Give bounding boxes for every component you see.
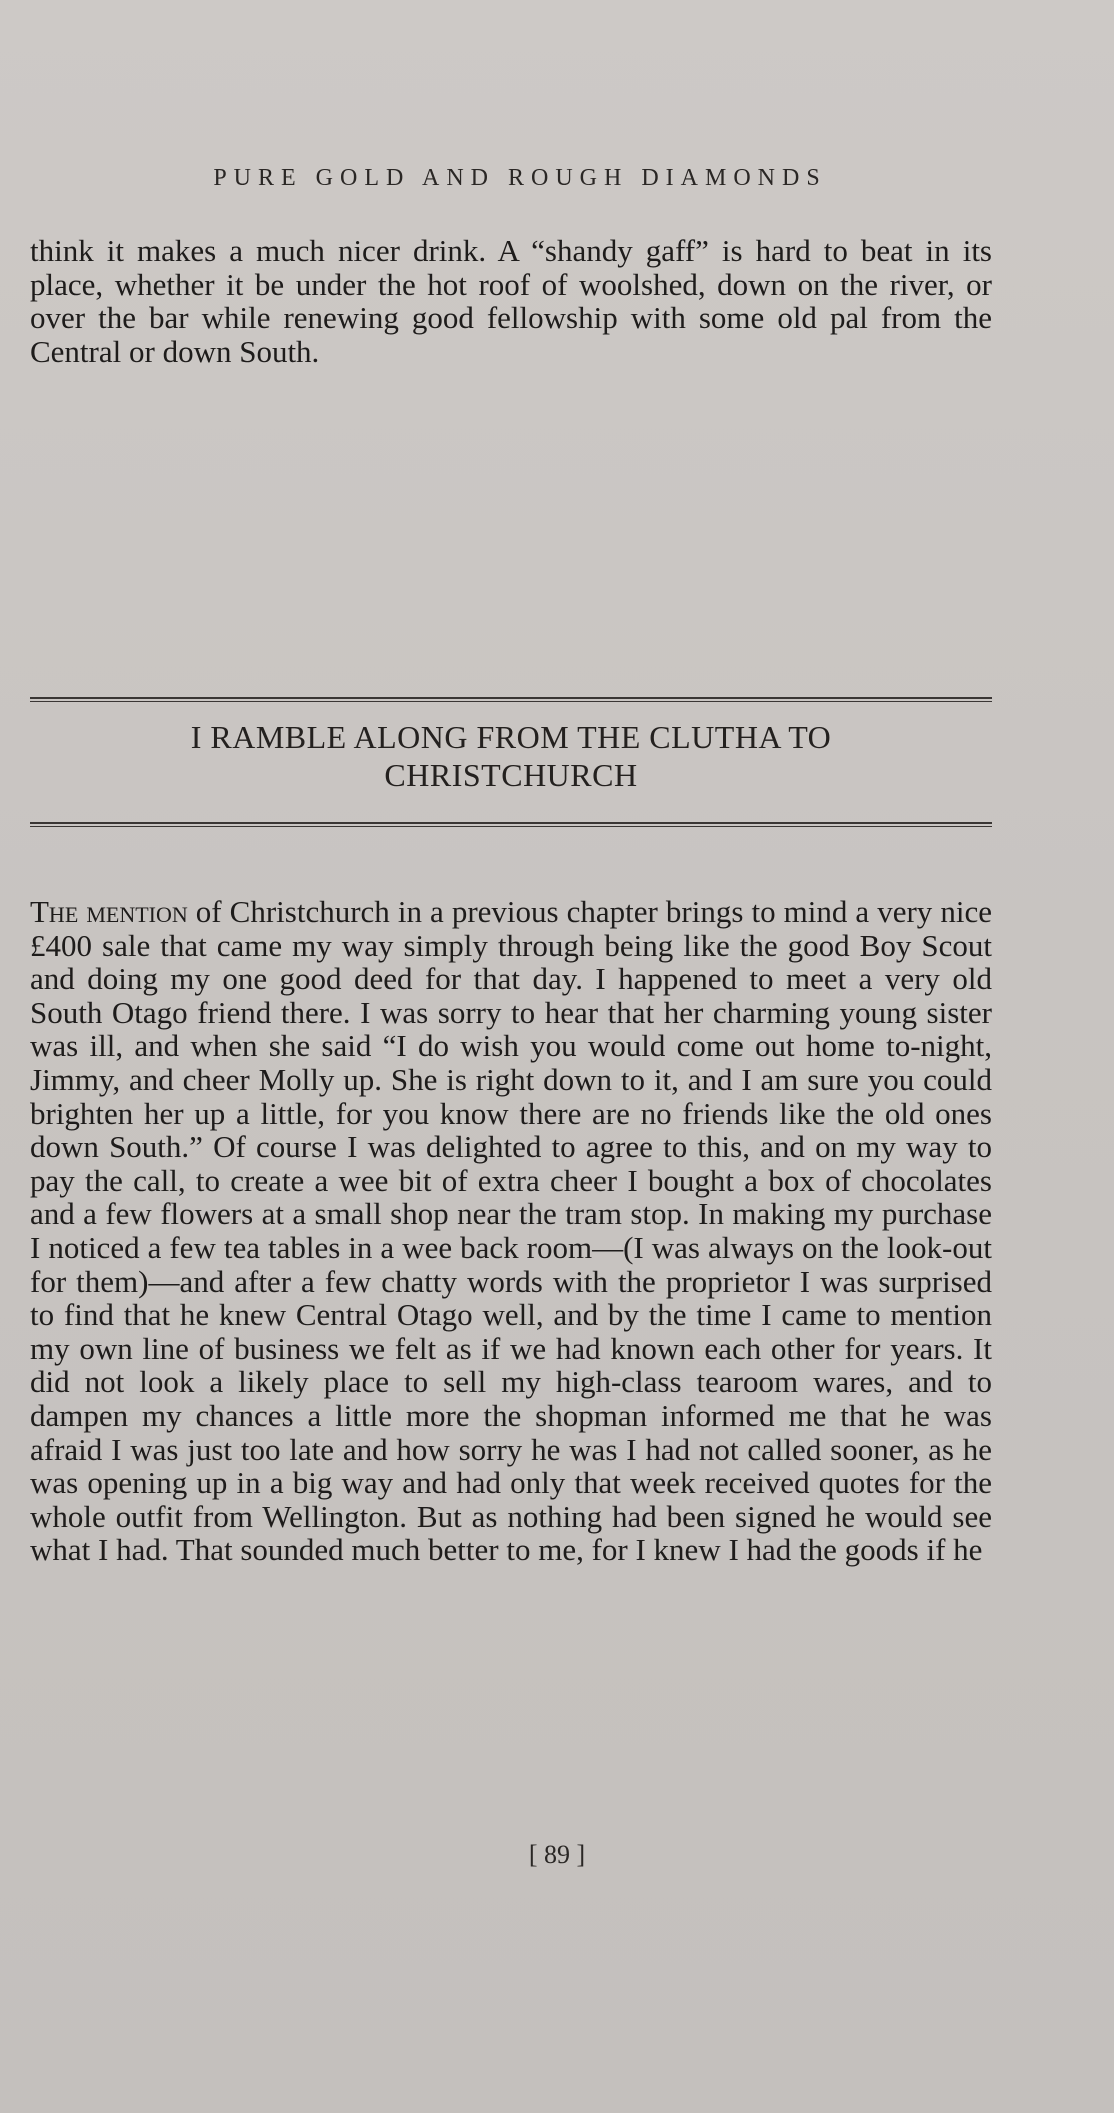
chapter-title-line-1: I RAMBLE ALONG FROM THE CLUTHA TO [190, 719, 832, 755]
chapter-title [30, 718, 992, 794]
paragraph-lead-words: The mention [30, 894, 188, 929]
top-double-rule [30, 697, 992, 702]
top-paragraph: think it makes a much nicer drink. A “shandy gaff” is hard to beat in its place, whether it be under the hot roof of woolshed, down on the river, or over the bar while renewing good fellowship with some old pal from the Central or down South. [30, 233, 992, 369]
main-paragraph [30, 895, 992, 1567]
running-head: PURE GOLD AND ROUGH DIAMONDS [213, 165, 827, 191]
page-number: [ 89 ] [528, 1840, 586, 1869]
bottom-double-rule [30, 822, 992, 827]
paragraph-body: of Christchurch in a previous chapter brings to mind a very nice £400 sale that came my way simply through being like the good Boy Scout and doing my one good deed for that day. I happened to meet a very old South Otago friend there. I was sorry to hear that her charming young sister was ill, and when she said “I do wish you would come out home to-night, Jimmy, and cheer Molly up. She is right down to it, and I am sure you could brighten her up a little, for you know there are no friends like the old ones down South.” Of course I was delighted to agree to this, and on my way to pay the call, to create a wee bit of extra cheer I bought a box of chocolates and a few flowers at a small shop near the tram stop. In making my purchase I noticed a few tea tables in a wee back room—(I was always on the look-out for them)—and after a few chatty words with the proprietor I was surprised to find that he knew Central Otago well, and by the time I came to mention my own line of business we felt as if we had known each other for years. It did not look a likely place to sell my high-class tearoom wares, and to dampen my chances a little more the shopman informed me that he was afraid I was just too late and how sorry he was I had not called sooner, as he was opening up in a big way and had only that week received quotes for the whole outfit from Wellington. But as nothing had been signed he would see what I had. That sounded much better to me, for I knew I had the goods if he [30, 894, 992, 1568]
chapter-title-line-2: CHRISTCHURCH [384, 757, 638, 793]
